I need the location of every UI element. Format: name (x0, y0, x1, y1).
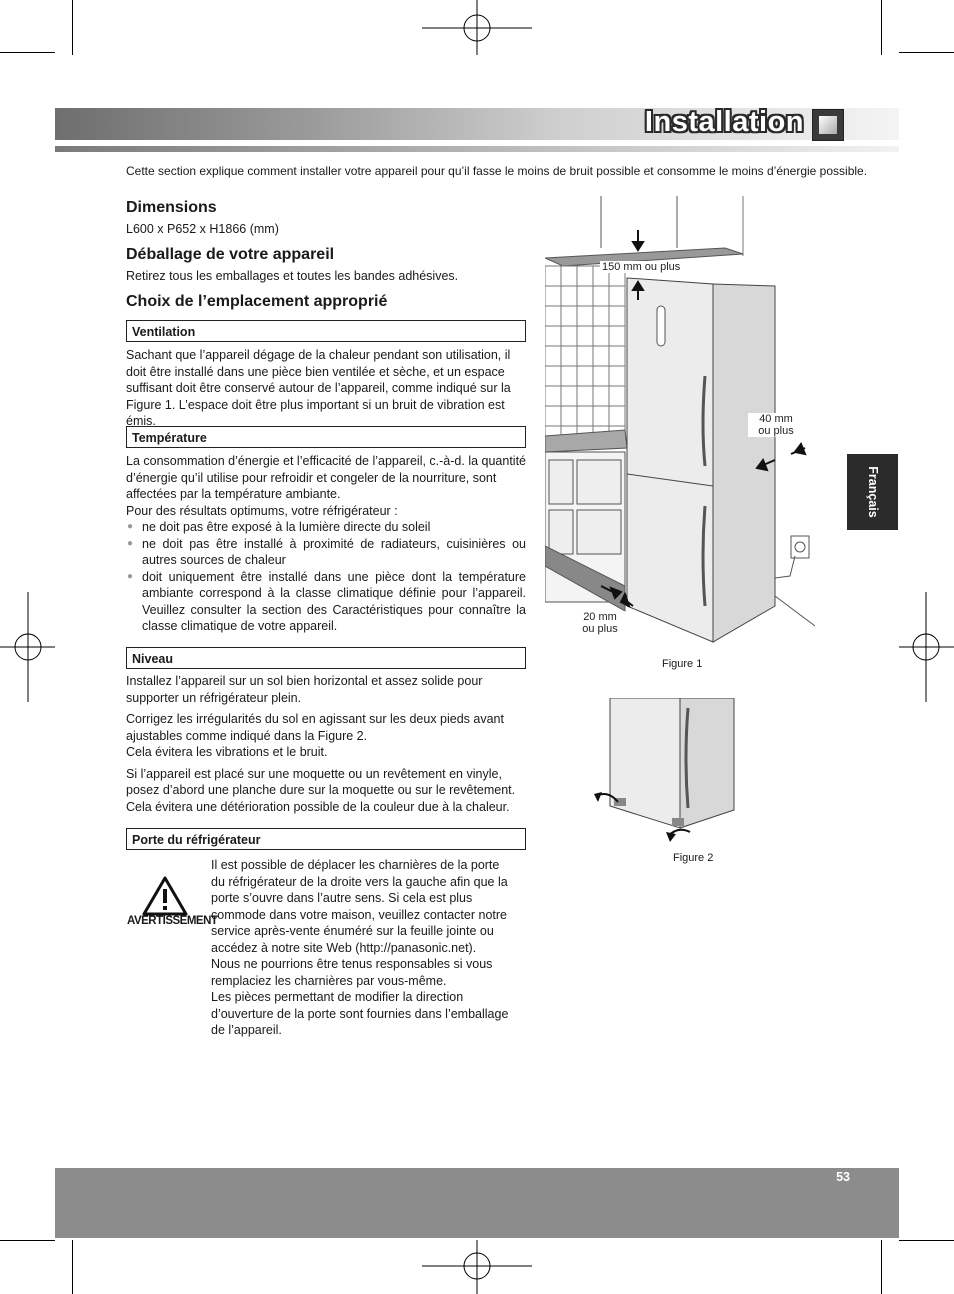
list-item: ● ne doit pas être exposé à la lumière directe du soleil (126, 519, 526, 536)
door-box-title: Porte du réfrigérateur (126, 828, 526, 850)
page-title: Installation (644, 106, 804, 138)
dimensions-value: L600 x P652 x H1866 (mm) (126, 222, 279, 236)
language-tab-label: Français (865, 466, 880, 518)
header-rule (55, 146, 899, 152)
page-number: 53 (836, 1170, 850, 1184)
language-tab (847, 454, 898, 530)
top-gap-label: 150 mm ou plus (602, 261, 681, 273)
side-gap-qualifier: ou plus (758, 425, 794, 437)
door-paragraph: Les pièces permettant de modifier la direction d’ouverture de la porte sont fournies dans l’emballage de l’appareil. (211, 990, 509, 1037)
title-square-icon (812, 109, 844, 141)
door-text (211, 857, 516, 1039)
unpacking-text: Retirez tous les emballages et toutes les bandes adhésives. (126, 269, 459, 283)
level-paragraph: Corrigez les irrégularités du sol en agissant sur les deux pieds avant ajustables comme indiqué dans la Figure 2. (126, 712, 504, 743)
level-box-title: Niveau (126, 647, 526, 669)
side-gap-label (748, 413, 804, 437)
bottom-gap-qualifier: ou plus (582, 623, 618, 635)
temperature-list (126, 519, 526, 635)
temperature-text (126, 453, 526, 635)
level-text (126, 673, 526, 815)
level-paragraph: Installez l’appareil sur un sol bien horizontal et assez solide pour supporter un réfrigérateur plein. (126, 674, 483, 705)
figure-2-caption: Figure 2 (673, 852, 714, 864)
figure-2-illustration (590, 698, 740, 848)
warning-triangle-icon (142, 876, 188, 916)
ventilation-text: Sachant que l’appareil dégage de la chaleur pendant son utilisation, il doit être installé dans une pièce bien ventilée et sèche, et un espace suffisant doit être conservé autour de l’appareil, comme indiqué sur la Figure 1. L’espace doit être plus important si un bruit de vibration est émis. (126, 348, 511, 428)
door-paragraph: Nous ne pourrions être tenus responsables si vous remplaciez les charnières par vous-même. (211, 957, 493, 988)
ventilation-box-title: Ventilation (126, 320, 526, 342)
warning-label: AVERTISSEMENT (127, 915, 218, 927)
temperature-lead: Pour des résultats optimums, votre réfrigérateur : (126, 503, 398, 518)
temperature-box-title: Température (126, 426, 526, 448)
location-heading: Choix de l’emplacement approprié (126, 293, 388, 310)
unpacking-heading: Déballage de votre appareil (126, 246, 335, 263)
bottom-gap-label (575, 611, 625, 635)
level-paragraph: Cela évitera les vibrations et le bruit. (126, 745, 328, 759)
temperature-intro: La consommation d’énergie et l’efficacité de l’appareil, c.-à-d. la quantité d’énergie qu’il utilise pour refroidir et congeler de la nourriture, sont affectées par la température ambiante. (126, 454, 526, 501)
dimensions-heading: Dimensions (126, 199, 217, 216)
figure-1-caption: Figure 1 (662, 658, 703, 670)
door-paragraph: Il est possible de déplacer les charnières de la porte du réfrigérateur de la droite vers la gauche afin que la porte s’ouvre dans l’autre sens. Si cela est plus commode dans votre maison, veuillez contacter notre service après-vente énuméré sur la feuille jointe ou accédez à notre site Web (http://panasonic.net). (211, 858, 508, 955)
side-gap-value: 40 mm (759, 413, 793, 425)
list-item: ● ne doit pas être installé à proximité de radiateurs, cuisinières ou autres sources de chaleur (126, 536, 526, 569)
bottom-gap-value: 20 mm (583, 611, 617, 623)
intro-text: Cette section explique comment installer votre appareil pour qu’il fasse le moins de bruit possible et consomme le moins d’énergie possible. (126, 164, 868, 178)
footer-bar (55, 1168, 899, 1238)
list-item: ● doit uniquement être installé dans une pièce dont la température ambiante correspond à la classe climatique définie pour l’appareil. Veuillez consulter la section des Caractéristiques pour connaître la classe climatique de votre appareil. (126, 569, 526, 635)
level-paragraph: Si l’appareil est placé sur une moquette ou un revêtement en vinyle, posez d’abord une planche dure sur la moquette ou sur le revêtement. Cela évitera une détérioration possible de la couleur due à la chaleur. (126, 766, 516, 814)
